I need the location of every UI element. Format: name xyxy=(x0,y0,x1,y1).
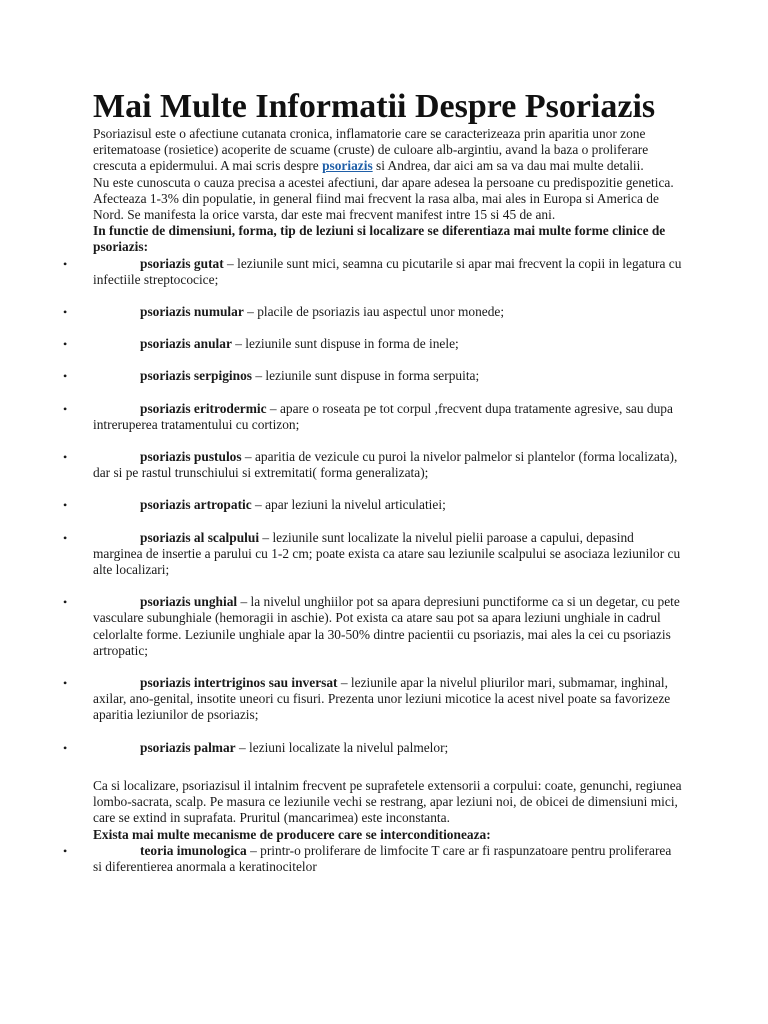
list-item-description: – apar leziuni la nivelul articulatiei; xyxy=(251,497,446,513)
list-item-description: – apare o roseata pe tot corpul ,frecvent dupa tratamente agresive, sau dupa intreruperea tratamentului cu cortizon; xyxy=(93,400,673,432)
list-item xyxy=(63,449,683,481)
list-item-description: – leziunile sunt localizate la nivelul pielii paroase a capului, depasind marginea de insertie a parului cu 1-2 cm; poate exista ca atare sau leziunile scalpului se asociaza leziunilor cu alte localizari; xyxy=(93,529,681,578)
bullet-icon: • xyxy=(63,498,68,513)
list-item-description: – printr-o proliferare de limfocite T care ar fi raspunzatoare pentru proliferarea si diferentierea anormala a keratinocitelor xyxy=(93,842,672,874)
list-item-term: psoriazis gutat xyxy=(140,255,224,271)
bullet-icon: • xyxy=(63,450,68,465)
bullet-icon: • xyxy=(63,595,68,610)
list-item-description: – leziuni localizate la nivelul palmelor; xyxy=(235,739,449,755)
localization-paragraph: Ca si localizare, psoriazisul il intalnim frecvent pe suprafetele extensorii a corpului: coate, genunchi, regiunea lombo-sacrata, scalp. Pe masura ce leziunile vechi se restrang, apar leziuni noi, de obicei de dimensiuni mici, care se extind in suprafata. Pruritul (mancarimea) este inconstanta. xyxy=(93,777,682,826)
bullet-icon: • xyxy=(63,369,68,384)
bullet-icon: • xyxy=(63,740,68,755)
mechanisms-heading: Exista mai multe mecanisme de producere care se interconditioneaza: xyxy=(93,826,491,842)
list-item-term: teoria imunologica xyxy=(140,842,247,858)
list-item-term: psoriazis intertriginos sau inversat xyxy=(140,675,338,691)
list-item xyxy=(63,675,683,724)
list-item-term: psoriazis eritrodermic xyxy=(140,400,267,416)
bullet-icon: • xyxy=(63,676,68,691)
intro-paragraph-2: Nu este cunoscuta o cauza precisa a acestei afectiuni, dar apare adesea la persoane cu predispozitie genetica. Afecteaza 1-3% din populatie, in general fiind mai frecvent la rasa alba, mai ales in Europa si America de Nord. Se manifesta la orice varsta, dar este mai frecvent manifest intre 15 si 45 de ani. xyxy=(93,174,674,223)
intro-text-after-link: si Andrea, dar aici am sa va dau mai multe detalii. xyxy=(372,158,644,174)
list-item xyxy=(63,497,683,513)
list-item-description: – aparitia de vezicule cu puroi la nivelor palmelor si plantelor (forma localizata), dar si pe rastul trunschiului si extremitati( forma generalizata); xyxy=(93,449,678,481)
intro-text-before-link: Psoriazisul este o afectiune cutanata cronica, inflamatorie care se caracterizeaza prin aparitia unor zone eritematoase (rosietice) acoperite de scuame (cruste) de culoare alb-argintiu, avand la baza o proliferare crescuta a epidermului. A mai scris despre xyxy=(93,126,649,174)
bullet-icon: • xyxy=(63,305,68,320)
bullet-icon: • xyxy=(63,337,68,352)
list-item xyxy=(63,400,683,433)
bullet-icon: • xyxy=(63,843,68,858)
list-item xyxy=(63,594,683,659)
article xyxy=(63,88,683,875)
list-item xyxy=(63,529,683,579)
list-item xyxy=(63,842,683,875)
list-item-description: – leziunile apar la nivelul pliurilor mari, submamar, inghinal, axilar, ano-genital, insotite uneori cu fisuri. Prezenta unor leziuni micotice la acest nivel poate sa favorizeze aparitia leziunilor de psoriazis; xyxy=(93,675,671,723)
list-item xyxy=(63,255,683,288)
list-item-description: – leziunile sunt dispuse in forma de inele; xyxy=(231,336,459,352)
list-item-description: – placile de psoriazis iau aspectul unor monede; xyxy=(243,304,505,320)
list-item-description: – la nivelul unghiilor pot sa apara depresiuni punctiforme ca si un degetar, cu pete vasculare subunghiale (hemoragii in aschie). Pot exista ca atare sau pot sa apara leziuni unghiale in cadrul celorlalte forme. Leziunile unghiale apar la 30-50% dintre pacientii cu psoriazis, mai ales la cei cu psoriazis artropatic; xyxy=(93,594,680,658)
list-item-term: psoriazis artropatic xyxy=(140,497,252,513)
mechanisms-list xyxy=(63,842,683,875)
list-item-term: psoriazis pustulos xyxy=(140,449,242,465)
list-item-description: – leziunile sunt dispuse in forma serpuita; xyxy=(251,368,480,384)
list-item-description: – leziunile sunt mici, seamna cu picutarile si apar mai frecvent la copii in legatura cu infectiile streptococice; xyxy=(93,255,682,287)
list-item-term: psoriazis al scalpului xyxy=(140,529,260,545)
intro-paragraph-1 xyxy=(93,126,683,175)
bullet-icon: • xyxy=(63,256,68,271)
bullet-icon: • xyxy=(63,530,68,545)
list-item-term: psoriazis anular xyxy=(140,336,232,352)
types-list xyxy=(63,255,683,756)
types-heading: In functie de dimensiuni, forma, tip de leziuni si localizare se diferentiaza mai multe forme clinice de psoriazis: xyxy=(93,223,666,255)
list-item-term: psoriazis numular xyxy=(140,304,244,320)
bullet-icon: • xyxy=(63,401,68,416)
list-item-term: psoriazis palmar xyxy=(140,739,236,755)
list-item-term: psoriazis serpiginos xyxy=(140,368,252,384)
psoriazis-link[interactable]: psoriazis xyxy=(322,158,373,174)
list-item xyxy=(63,739,683,756)
list-item xyxy=(63,336,683,352)
list-item-term: psoriazis unghial xyxy=(140,594,238,610)
page-title: Mai Multe Informatii Despre Psoriazis xyxy=(93,88,656,125)
list-item xyxy=(63,368,683,384)
list-item xyxy=(63,304,683,320)
